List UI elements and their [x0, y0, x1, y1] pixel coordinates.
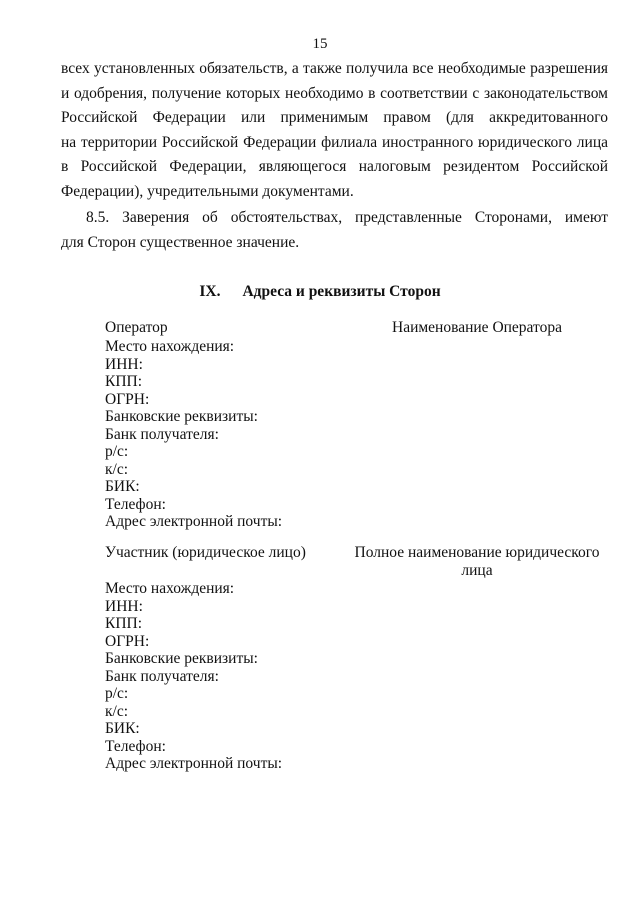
section-title: Адреса и реквизиты Сторон: [242, 283, 441, 300]
participant-label: Участник (юридическое лицо): [105, 544, 306, 561]
section-number: IX.: [199, 283, 221, 300]
text-line: Российской Федерации или применимым правом (для аккредитованного: [61, 109, 608, 127]
requisite-field: к/с:: [105, 702, 129, 720]
requisite-field: ИНН:: [105, 597, 143, 615]
requisite-field: Банк получателя:: [105, 667, 219, 685]
participant-name: [352, 544, 602, 580]
operator-requisites: [105, 338, 282, 531]
operator-label: Оператор: [105, 319, 168, 336]
requisite-field: ИНН:: [105, 355, 143, 373]
paragraph-8-5: [61, 206, 608, 255]
requisite-field: р/с:: [105, 443, 129, 460]
text-line: для Сторон существенное значение.: [61, 233, 300, 251]
requisite-field: ОГРН:: [105, 632, 150, 650]
participant-name-line: Полное наименование юридического: [354, 544, 600, 561]
requisite-field: КПП:: [105, 615, 143, 632]
operator-name: Наименование Оператора: [392, 319, 562, 336]
requisite-field: Адрес электронной почты:: [105, 513, 283, 530]
requisite-field: БИК:: [105, 478, 140, 495]
requisite-field: Место нахождения:: [105, 338, 235, 355]
requisite-field: Место нахождения:: [105, 580, 235, 597]
requisite-field: к/с:: [105, 460, 129, 478]
requisite-field: Адрес электронной почты:: [105, 755, 283, 772]
requisite-field: р/с:: [105, 685, 129, 702]
requisite-field: Банковские реквизиты:: [105, 650, 258, 667]
section-heading: [0, 283, 640, 301]
text-line: Федерации), учредительными документами.: [61, 182, 354, 200]
participant-requisites: [105, 580, 282, 773]
participant-name-line: лица: [461, 562, 493, 579]
text-line: всех установленных обязательств, а также получила все необходимые разрешения: [61, 60, 608, 77]
page-number: 15: [312, 36, 328, 52]
text-line: на территории Российской Федерации филиала иностранного юридического лица: [61, 133, 608, 151]
requisite-field: Банк получателя:: [105, 425, 219, 443]
requisite-field: Банковские реквизиты:: [105, 408, 258, 425]
text-line: 8.5. Заверения об обстоятельствах, представленные Сторонами, имеют: [86, 209, 608, 226]
requisite-field: БИК:: [105, 720, 140, 737]
requisite-field: ОГРН:: [105, 390, 150, 408]
requisite-field: Телефон:: [105, 495, 166, 513]
text-line: и одобрения, получение которых необходимо в соответствии с законодательством: [61, 84, 608, 102]
requisite-field: Телефон:: [105, 737, 166, 755]
requisite-field: КПП:: [105, 373, 143, 390]
paragraph-continuation: [61, 57, 608, 205]
text-line: в Российской Федерации, являющегося налоговым резидентом Российской: [61, 158, 608, 176]
